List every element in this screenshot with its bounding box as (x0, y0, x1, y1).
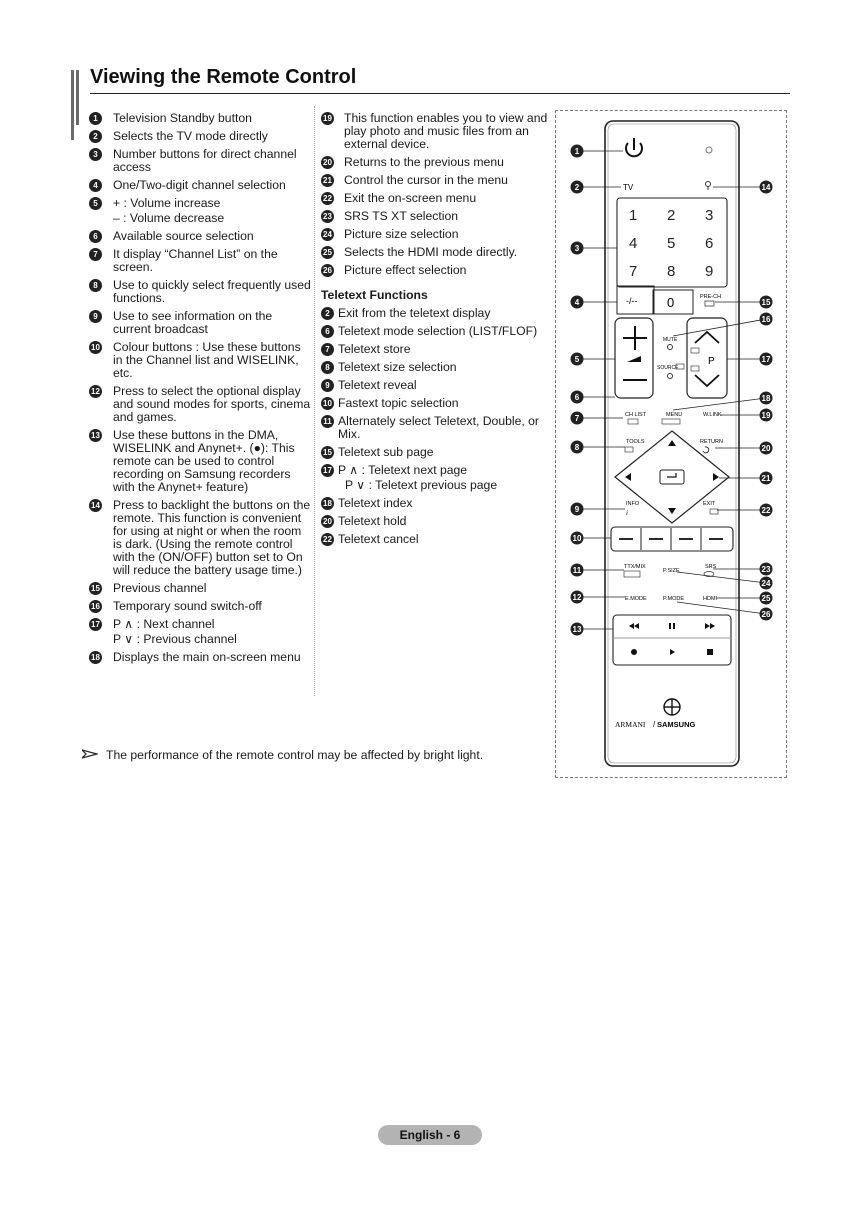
mid-list-item-text: Picture effect selection (344, 263, 467, 277)
callout-number-badge: 10 (89, 341, 102, 354)
wlink-button[interactable]: W.LINK (703, 412, 722, 418)
tools-button[interactable]: TOOLS (626, 439, 645, 445)
teletext-list-item (321, 361, 549, 374)
left-list-item-text: Television Standby button (113, 111, 252, 125)
column-divider (314, 106, 315, 696)
mute-button[interactable]: MUTE (663, 337, 678, 343)
callout-number-badge: 20 (321, 515, 334, 528)
callout-number-badge: 11 (321, 415, 334, 428)
teletext-list-item (321, 415, 549, 441)
left-list-item-text: Number buttons for direct channel access (113, 147, 297, 174)
digit-5-button[interactable]: 5 (667, 235, 676, 252)
callout-number-badge: 20 (321, 156, 334, 169)
callout-number-badge: 8 (321, 361, 334, 374)
callout-number-badge: 3 (89, 148, 102, 161)
teletext-list-item (321, 307, 549, 320)
callout-number: 8 (574, 443, 580, 452)
left-list-item (89, 499, 313, 577)
tv-button[interactable]: TV (623, 183, 634, 192)
armani-eagle-logo (664, 699, 680, 715)
callout-number: 25 (761, 594, 771, 603)
callout-number-badge: 7 (89, 248, 102, 261)
teletext-list-item-text: Exit from the teletext display (338, 306, 491, 320)
left-list-item-text: Temporary sound switch-off (113, 599, 262, 613)
left-list-item-text: Press to select the optional display and sound modes for sports, cinema and games. (113, 384, 311, 424)
left-list-item (89, 279, 313, 305)
left-list-item (89, 582, 313, 595)
teletext-heading: Teletext Functions (321, 288, 428, 302)
left-list-item-text: Use these buttons in the DMA, WISELINK and Anynet+. (●): This remote can be used to control recording on Samsung recorders with the Anynet+ feature) (113, 428, 295, 494)
callout-number: 6 (574, 393, 580, 402)
callout-number-badge: 2 (321, 307, 334, 320)
teletext-list-item-text: Teletext hold (338, 514, 407, 528)
callout-number-badge: 15 (89, 582, 102, 595)
mid-list-item (321, 210, 549, 223)
teletext-list-item (321, 497, 549, 510)
menu-button[interactable]: MENU (666, 412, 683, 418)
page-title: Viewing the Remote Control (90, 66, 357, 88)
left-list-item-text: + : Volume increase (113, 196, 221, 210)
left-list-item-subtext: – : Volume decrease (113, 211, 225, 225)
teletext-list-item-text: Teletext sub page (338, 445, 434, 459)
stop-button[interactable] (707, 649, 713, 655)
mid-list-item (321, 174, 549, 187)
mid-list-item-text: Picture size selection (344, 227, 459, 241)
callout-number: 13 (572, 625, 582, 634)
return-button[interactable]: RETURN (700, 439, 723, 445)
mid-list-item-text: Returns to the previous menu (344, 155, 504, 169)
digit-4-button[interactable]: 4 (629, 235, 638, 252)
teletext-list-item-text: Teletext mode selection (LIST/FLOF) (338, 324, 538, 338)
callout-number: 2 (574, 183, 580, 192)
p-label: P (708, 356, 715, 367)
teletext-list-item (321, 325, 549, 338)
info-button[interactable]: INFO (626, 501, 640, 507)
left-list-item (89, 429, 313, 494)
dash-button[interactable]: -/-- (626, 296, 638, 306)
page-number-badge: English - 6 (378, 1125, 482, 1145)
callout-number-badge: 10 (321, 397, 334, 410)
callout-number-badge: 9 (321, 379, 334, 392)
callout-number: 18 (761, 394, 771, 403)
callout-number: 23 (761, 565, 771, 574)
callout-number: 7 (574, 414, 580, 423)
callout-number: 1 (574, 147, 580, 156)
left-list-item (89, 148, 313, 174)
callout-number: 9 (574, 505, 580, 514)
teletext-list-item-subtext: P ∨ : Teletext previous page (345, 478, 498, 492)
left-list-item-text: Selects the TV mode directly (113, 129, 268, 143)
left-list-item (89, 230, 313, 243)
callout-number-badge: 24 (321, 228, 334, 241)
left-list-item-text: Displays the main on-screen menu (113, 650, 301, 664)
callout-number: 15 (761, 298, 771, 307)
digit-6-button[interactable]: 6 (705, 235, 714, 252)
callout-number-badge: 15 (321, 446, 334, 459)
left-list-item-text: One/Two-digit channel selection (113, 178, 286, 192)
note (82, 748, 483, 762)
mid-list-item-text: Control the cursor in the menu (344, 173, 508, 187)
teletext-list-item (321, 533, 549, 546)
svg-text:i: i (626, 509, 628, 517)
teletext-list-item (321, 464, 549, 477)
left-list-item (89, 600, 313, 613)
left-list-item-text: Press to backlight the buttons on the remote. This function is convenient for using at night or when the room is dark. (Using the remote control with the (ON/OFF) button set to On will reduce the battery usage time.) (113, 498, 311, 577)
callout-number-badge: 23 (321, 210, 334, 223)
callout-number-badge: 21 (321, 174, 334, 187)
left-list-item-text: Available source selection (113, 229, 254, 243)
left-list-item-text: Use to quickly select frequently used functions. (113, 278, 311, 305)
callout-number: 16 (761, 315, 771, 324)
mid-list-item-text: SRS TS XT selection (344, 209, 459, 223)
teletext-list-item-text: Teletext size selection (338, 360, 457, 374)
digit-2-button[interactable]: 2 (667, 207, 676, 224)
svg-text:/: / (653, 720, 656, 729)
mid-list-item (321, 156, 549, 169)
callout-number: 5 (574, 355, 580, 364)
left-list-item-text: It display “Channel List” on the screen. (113, 247, 278, 274)
source-button[interactable]: SOURCE (657, 365, 679, 371)
teletext-list-item-text: Teletext index (338, 496, 413, 510)
teletext-list-item (321, 397, 549, 410)
mid-list-item-text: Selects the HDMI mode directly. (344, 245, 518, 259)
callout-number-badge: 6 (89, 230, 102, 243)
callout-number-badge: 8 (89, 279, 102, 292)
callout-number-badge: 17 (89, 618, 102, 631)
note-text: The performance of the remote control may be affected by bright light. (106, 748, 484, 762)
teletext-list-item-text: Teletext reveal (338, 378, 417, 392)
callout-number-badge: 6 (321, 325, 334, 338)
mid-list-item (321, 228, 549, 241)
callout-number-badge: 14 (89, 499, 102, 512)
left-list-item (89, 651, 313, 664)
left-list-item (89, 112, 313, 125)
left-list-item-text: Colour buttons : Use these buttons in the Channel list and WISELINK, etc. (113, 340, 301, 380)
left-list-item (89, 130, 313, 143)
brand-samsung: SAMSUNG (657, 720, 696, 729)
psize-button[interactable]: P.SIZE (663, 568, 680, 574)
arrow-note-icon (82, 748, 100, 762)
pmode-button[interactable]: P.MODE (663, 596, 684, 602)
teletext-list-item-text: Teletext store (338, 342, 411, 356)
callout-number: 20 (761, 444, 771, 453)
zero-button[interactable]: 0 (667, 295, 675, 310)
callout-number-badge: 4 (89, 179, 102, 192)
callout-number-badge: 12 (89, 385, 102, 398)
callout-number: 17 (761, 355, 771, 364)
callout-number: 4 (574, 298, 580, 307)
middle-column (321, 112, 549, 551)
teletext-list-item (321, 343, 549, 356)
ttxmix-button[interactable]: TTX/MIX (624, 564, 646, 570)
callout-number-badge: 1 (89, 112, 102, 125)
callout-number: 26 (761, 610, 771, 619)
callout-number-badge: 9 (89, 310, 102, 323)
teletext-list-item-text: Fastext topic selection (338, 396, 459, 410)
callout-number-badge: 19 (321, 112, 334, 125)
callout-number-badge: 17 (321, 464, 334, 477)
record-button[interactable] (631, 649, 637, 655)
teletext-list-item (321, 446, 549, 459)
digit-7-button[interactable]: 7 (629, 263, 638, 280)
left-list-item (89, 341, 313, 380)
callout-number: 19 (761, 411, 771, 420)
callout-number: 21 (761, 474, 771, 483)
emode-button[interactable]: E.MODE (625, 596, 647, 602)
left-list-item-text: Use to see information on the current broadcast (113, 309, 273, 336)
title-accent-bars (71, 70, 83, 140)
teletext-list-item (321, 515, 549, 528)
prech-button[interactable]: PRE-CH (700, 294, 722, 300)
teletext-list-item-text: Teletext cancel (338, 532, 419, 546)
callout-number-badge: 7 (321, 343, 334, 356)
digit-1-button[interactable]: 1 (629, 207, 638, 224)
hdmi-button[interactable]: HDMI (703, 596, 718, 602)
callout-number: 3 (574, 244, 580, 253)
teletext-list-item-text: Alternately select Teletext, Double, or Mix. (338, 414, 539, 441)
left-list-item (89, 618, 313, 631)
callout-number-badge: 5 (89, 197, 102, 210)
mid-list-item (321, 192, 549, 205)
mid-list-item-text: Exit the on-screen menu (344, 191, 477, 205)
callout-number-badge: 25 (321, 246, 334, 259)
digit-8-button[interactable]: 8 (667, 263, 676, 280)
exit-button[interactable]: EXIT (703, 501, 716, 507)
callout-number-badge: 22 (321, 533, 334, 546)
left-list-item (89, 248, 313, 274)
callout-number-badge: 26 (321, 264, 334, 277)
left-list-item (89, 179, 313, 192)
teletext-list-item (321, 379, 549, 392)
teletext-list-item-text: P ∧ : Teletext next page (338, 463, 468, 477)
mid-list-item (321, 246, 549, 259)
callout-number-badge: 16 (89, 600, 102, 613)
chlist-button[interactable]: CH LIST (625, 412, 647, 418)
srs-button[interactable]: SRS (705, 564, 717, 570)
callout-number-badge: 18 (89, 651, 102, 664)
callout-number-badge: 22 (321, 192, 334, 205)
left-list-item (89, 385, 313, 424)
digit-9-button[interactable]: 9 (705, 263, 714, 280)
left-column (89, 112, 313, 669)
mid-list-item (321, 112, 549, 151)
callout-number: 11 (572, 566, 582, 575)
left-list-item (89, 310, 313, 336)
mid-list-item-text: This function enables you to view and play photo and music files from an external device. (344, 111, 548, 151)
callout-number: 22 (761, 506, 771, 515)
remote-control-diagram (555, 110, 787, 778)
callout-number-badge: 18 (321, 497, 334, 510)
brand-armani: ARMANI (615, 720, 646, 729)
callout-number: 14 (761, 183, 771, 192)
callout-number: 10 (572, 534, 582, 543)
left-list-item (89, 197, 313, 210)
left-list-item-subtext: P ∨ : Previous channel (113, 632, 237, 646)
callout-number: 24 (761, 579, 771, 588)
left-list-item-text: P ∧ : Next channel (113, 617, 215, 631)
digit-3-button[interactable]: 3 (705, 207, 714, 224)
callout-number: 12 (572, 593, 582, 602)
title-rule (90, 93, 790, 94)
mid-list-item (321, 264, 549, 277)
left-list-item-text: Previous channel (113, 581, 207, 595)
callout-number-badge: 13 (89, 429, 102, 442)
callout-number-badge: 2 (89, 130, 102, 143)
